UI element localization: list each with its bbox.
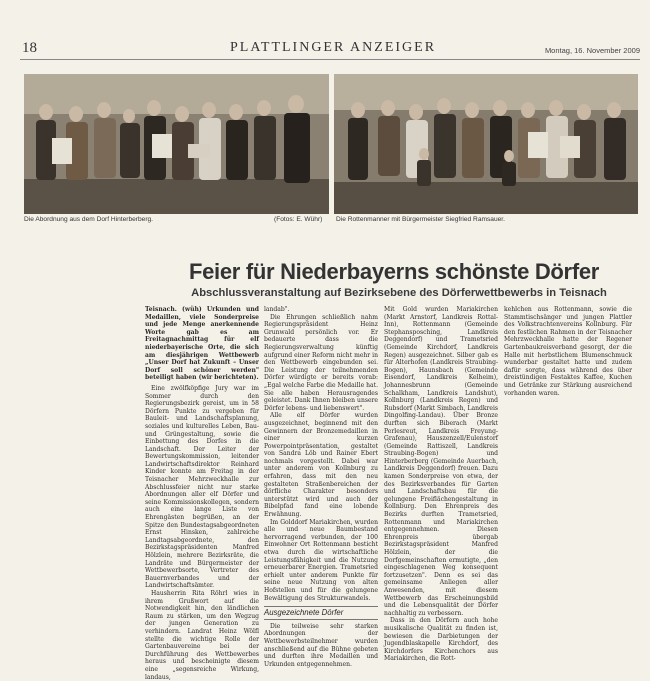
caption-left: Die Abordnung aus dem Dorf Hinterberberg. <box>24 216 154 223</box>
article-paragraph: Mit Gold wurden Mariakirchen (Markt Arnstorf, Landkreis Rottal-Inn), Rottenmann (Gemeinde Stephansposching, Landkreis Deggendorf) und Trametsried (Gemeinde Kirchdorf, Landkreis Regen) ausgezeichnet. Silber gab es für Alterhofen (Landkreis Straubing-Bogen), Haunsbach (Gemeinde Eisendorf, Landkreis Kelheim), Johannesbrunn (Gemeinde Schalkham, Landkreis Landshut), Kollnburg (Landkreis Regen) und Rubsdorf (Markt Simbach, Landkreis Dingolfing-Landau). Über Bronze durften sich Biberach (Markt Perlesreut, Landkreis Freyung-Grafenau), Hauszenzell/Eulenstorf (Gemeinde Rattiszell, Landkreis Straubing-Bogen) und Hinterberberg (Gemeinde Auerbach, Landkreis Deggendorf) freuen. Dazu kamen Sonderpreise von etwa, der des Bezirksverbandes für Garten und Landschaftsbau für die gelungene Freiflächengestaltung in Kollnburg. Den Ehrenpreis des Bezirks durften Trametsried, Rottenmann und Mariakirchen entgegennehmen. Diesen Ehrenpreis übergab Bezirkstagspräsident Manfred Hölzlein, der die Dorfgemeinschaften ermutigte, „den eingeschlagenen Weg konsequent fortzusetzen". Denn es sei das gemeinsame Anliegen aller Anwesenden, mit diesem Wettbewerb das Erscheinungsbild und die Lebensqualität der Dörfer nachhaltig zu verbessern. <box>384 306 499 617</box>
headline: Feier für Niederbayerns schönste Dörfer <box>188 259 600 284</box>
article-paragraph: Hausherrin Rita Röhrl wies in ihrem Grußwort auf die Notwendigkeit hin, den ländlichen Raum zu stärken, um den Wegzug der jungen Generation zu verhindern. Landrat Heinz Wölfl stellte die wichtige Rolle der Gartenbauvereine bei der Durchführung des Wettbewerbes heraus und bescheinigte diesem eine „segensreiche Wirkung, landaus, <box>145 589 259 681</box>
subheadline: Abschlussveranstaltung auf Bezirksebene des Dörferwettbewerbs in Teisnach <box>191 287 607 299</box>
article-column-2 <box>264 306 378 668</box>
article-paragraph: Im Golddorf Mariakirchen, wurden alle und neue Baumbestand hervorragend verbunden, der 100 Einwohner Ort Rottenmann besticht etwa durch die wirtschaftliche Leistungsfähigkeit und die Nutzung erneuerbarer Energien. Trametsried erhielt unter anderem Punkte für seine neue Nutzung von alten Hofstellen und für die gelungene Bewältigung des Strukturwandels. <box>264 518 378 602</box>
photo-left <box>24 74 329 214</box>
article-paragraph: Eine zwölfköpfige Jury war im Sommer durch den Regierungsbezirk gereist, um in 58 Dörfern Punkte zu vergeben für Bauleit- und Landschaftsplanung, soziales und kulturelles Leben, Bau- und Grüngestaltung, sowie die Einbettung des Dorfes in die Landschaft. Der Leiter der Bewertungskommission, leitender Landwirtschaftsdirektor Reinhard Kinder konnte am Freitag in der Teisnacher Mehrzweckhalle zur Abschlussfeier nicht nur starke Abordnungen aller elf Dörfer und seine Kommissionskollegen, sondern auch eine lange Liste von Ehrengästen begrüßen, an der Spitze den Bundestagsabgeordneten Ernst Hinsken, zahlreiche Landtagsabgeordnete, den Bezirkstagspräsidenten Manfred Hölzlein, mehrere Bezirksräte, die Landräte und Bürgermeister der Wettbewerbsorte, Vertreter des Bauernverbandes und der Landwirtschaftsämter. <box>145 384 259 590</box>
article-column-3 <box>384 306 498 664</box>
article-column-4 <box>504 306 632 446</box>
dateline: Montag, 16. November 2009 <box>544 46 640 55</box>
page-number: 18 <box>22 40 37 56</box>
article-paragraph: landab". <box>264 306 290 313</box>
article-paragraph: Die teilweise sehr starken Abordnungen der Wettbewerbsteilnehmer wurden anschließend auf die Bühne gebeten und durften ihre Medaillen und Urkunden entgegennehmen. <box>264 622 378 668</box>
article-paragraph: Die Ehrungen schließlich nahm Regierungspräsident Heinz Grunwald persönlich vor. Er bedauerte dass die Regierungsverwaltung künftig aufgrund einer Reform nicht mehr in den Wettbewerb eingebunden sei. Die Leistung der teilnehmenden Dörfer würdigte er bereits vorab: „Egal welche Farbe die Medaille hat. Sie alle haben Herausragendes geleistet. Dank Ihnen bleiben unsere Dörfer lebens- und liebenswert". <box>264 313 378 412</box>
article-lead: Teisnach. (wüh) Urkunden und Medaillen, viele Sonderpreise und jede Menge anerkennende Worte gab es am Freitagnachmittag für elf niederbayerische Orte, die sich am diesjährigen Wettbewerb „Unser Dorf hat Zukunft – Unser Dorf soll schöner werden" beteiligt haben (wir berichteten). <box>145 306 259 382</box>
article-paragraph: Dass in den Dörfern auch hohe musikalische Qualität zu finden ist, bewiesen die Darbietungen der Jugendblaskapelle Kirchdorf, des Kirchdorfers Kirchenchors aus Mariakirchen, die Rott- <box>384 617 498 663</box>
photo-right <box>334 74 638 214</box>
section-subhead: Ausgezeichnete Dörfer <box>264 606 378 620</box>
caption-right: Die Rottenmanner mit Bürgermeister Siegfried Ramsauer. <box>336 216 505 223</box>
header-rule <box>20 59 640 60</box>
article-column-1 <box>145 306 259 681</box>
masthead: PLATTLINGER ANZEIGER <box>230 40 437 55</box>
article-paragraph: Alle elf Dörfer wurden ausgezeichnet, beginnend mit den Gewinnern der Bronzemedaillen in einer kurzen Powerpointpräsentation, gestaltet von Sandra Löb und Rainer Ebert nochmals vorgestellt. Dabei war unter anderem von Kollnburg zu erfahren, dass mit den neu gestalteten Straßenbereichen der dörfliche Charakter besonders unterstützt wird und auch der Bibelpfad fand eine lobende Erwähnung. <box>264 412 378 519</box>
article-paragraph: kehlchen aus Rottenmann, sowie die Stammtischsänger und jungen Plattler des Volkstrachtenvereins Kollnburg. Für den festlichen Rahmen in der Teisnacher Mehrzweckhalle hatte der Regener Gartenbaukreisverband gesorgt, der die Halle mit herbstlichem Blumenschmuck wunderbar gestaltet hatte und zudem dafür sorgte, dass während des über dreistündigen Festaktes Kaffee, Kuchen und Getränke zur Stärkung ausreichend vorhanden waren. <box>504 306 632 397</box>
photo-credit: (Fotos: E. Wühr) <box>274 216 323 223</box>
